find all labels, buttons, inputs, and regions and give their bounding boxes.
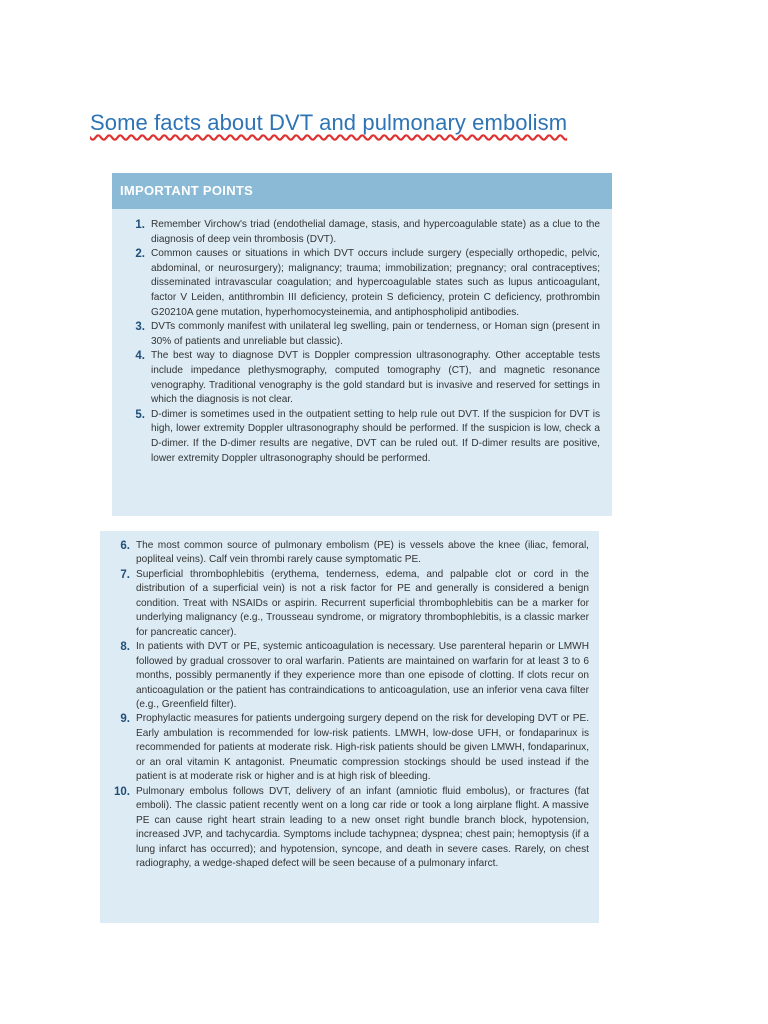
point-item-3 [121,320,600,349]
point-text: Pulmonary embolus follows DVT, delivery of an infant (amniotic fluid embolus), or fractures (fat emboli). The classic patient recently went on a long car ride or took a long airplane flight. A massive PE can cause right heart strain leading to a new onset right bundle branch block, hypotension, increased JVP, and tachycardia. Symptoms include tachypnea; dyspnea; chest pain; hemoptysis (if a lung infarct has occurred); and hypotension, syncope, and death in severe cases. Rarely, on chest radiography, a wedge-shaped defect will be seen because of a pulmonary infarct. [136,785,589,869]
page-title: Some facts about DVT and pulmonary embolism [90,110,568,135]
point-number: 9. [120,713,130,726]
point-number: 6. [120,540,130,552]
point-text: The best way to diagnose DVT is Doppler compression ultrasonography. Other acceptable tests include impedance plethysmography, computed tomography (CT), and magnetic resonance venography. Traditional venography is the gold standard but is invasive and reserved for settings in which the diagnosis is not clear. [151,350,600,406]
important-points-panel-continued [100,531,599,923]
point-text: D-dimer is sometimes used in the outpatient setting to help rule out DVT. If the suspicion for DVT is high, lower extremity Doppler ultrasonography should be performed. If the suspicion is low, check a D-dimer. If the D-dimer results are negative, DVT can be ruled out. If D-dimer results are positive, lower extremity Doppler ultrasonography should be performed. [151,408,600,464]
point-number: 7. [120,568,130,581]
point-text: Remember Virchow's triad (endothelial damage, stasis, and hypercoagulable state) as a clue to the diagnosis of deep vein thrombosis (DVT). [151,219,600,245]
point-number: 10. [114,785,130,798]
panel-header: IMPORTANT POINTS [112,173,612,209]
point-text: DVTs commonly manifest with unilateral leg swelling, pain or tenderness, or Homan sign (present in 30% of patients and unreliable but classic). [151,321,600,347]
point-item-2 [121,247,600,320]
point-number: 2. [135,248,145,261]
point-item-8 [106,640,589,712]
points-list [112,209,612,466]
point-text: Superficial thrombophlebitis (erythema, tenderness, edema, and palpable clot or cord in the distribution of a superficial vein) is not a risk factor for PE and generally is considered a benign condition. Treat with NSAIDs or aspirin. Recurrent superficial thrombophlebitis can be a marker for underlying malignancy (e.g., Trousseau syndrome, or migratory thrombophlebitis, is a classic marker for pancreatic cancer). [136,568,589,638]
point-number: 1. [135,219,145,231]
point-item-1 [121,218,600,247]
important-points-panel [112,173,612,516]
point-text: Prophylactic measures for patients undergoing surgery depend on the risk for developing DVT or PE. Early ambulation is recommended for low-risk patients. LMWH, low-dose UFH, or fondaparinux is recommended for patients at moderate risk. High-risk patients should be given LMWH, fondaparinux, or an oral vitamin K antagonist. Pneumatic compression stockings should be used instead if the patient is at moderate risk or higher and is at high risk of bleeding. [136,713,589,783]
point-item-7 [106,568,589,640]
point-number: 3. [135,321,145,334]
point-item-6 [106,539,589,568]
points-list-continued [100,531,599,871]
point-number: 5. [135,408,145,421]
point-number: 8. [120,641,130,654]
point-text: In patients with DVT or PE, systemic anticoagulation is necessary. Use parenteral heparin or LMWH followed by gradual crossover to oral warfarin. Patients are maintained on warfarin for at least 3 to 6 months, possibly permanently if they experience more than one episode of clotting. If clots recur on anticoagulation or the patient has contraindications to anticoagulation, use an inferior vena cava filter (e.g., Greenfield filter). [136,641,589,710]
point-text: The most common source of pulmonary embolism (PE) is vessels above the knee (iliac, femoral, popliteal veins). Calf vein thrombi rarely cause symptomatic PE. [136,540,589,566]
point-item-5 [121,408,600,466]
point-item-10 [106,785,589,872]
point-item-4 [121,349,600,407]
point-item-9 [106,712,589,784]
point-text: Common causes or situations in which DVT occurs include surgery (especially orthopedic, pelvic, abdominal, or neurosurgery); malignancy; trauma; immobilization; pregnancy; oral contraceptives; disseminated intravascular coagulation; and hypercoagulable states such as lupus anticoagulant, factor V Leiden, antithrombin III deficiency, protein S deficiency, protein C deficiency, prothrombin G20210A gene mutation, hyperhomocysteinemia, and antiphospholipid antibodies. [151,248,600,318]
point-number: 4. [135,350,145,363]
